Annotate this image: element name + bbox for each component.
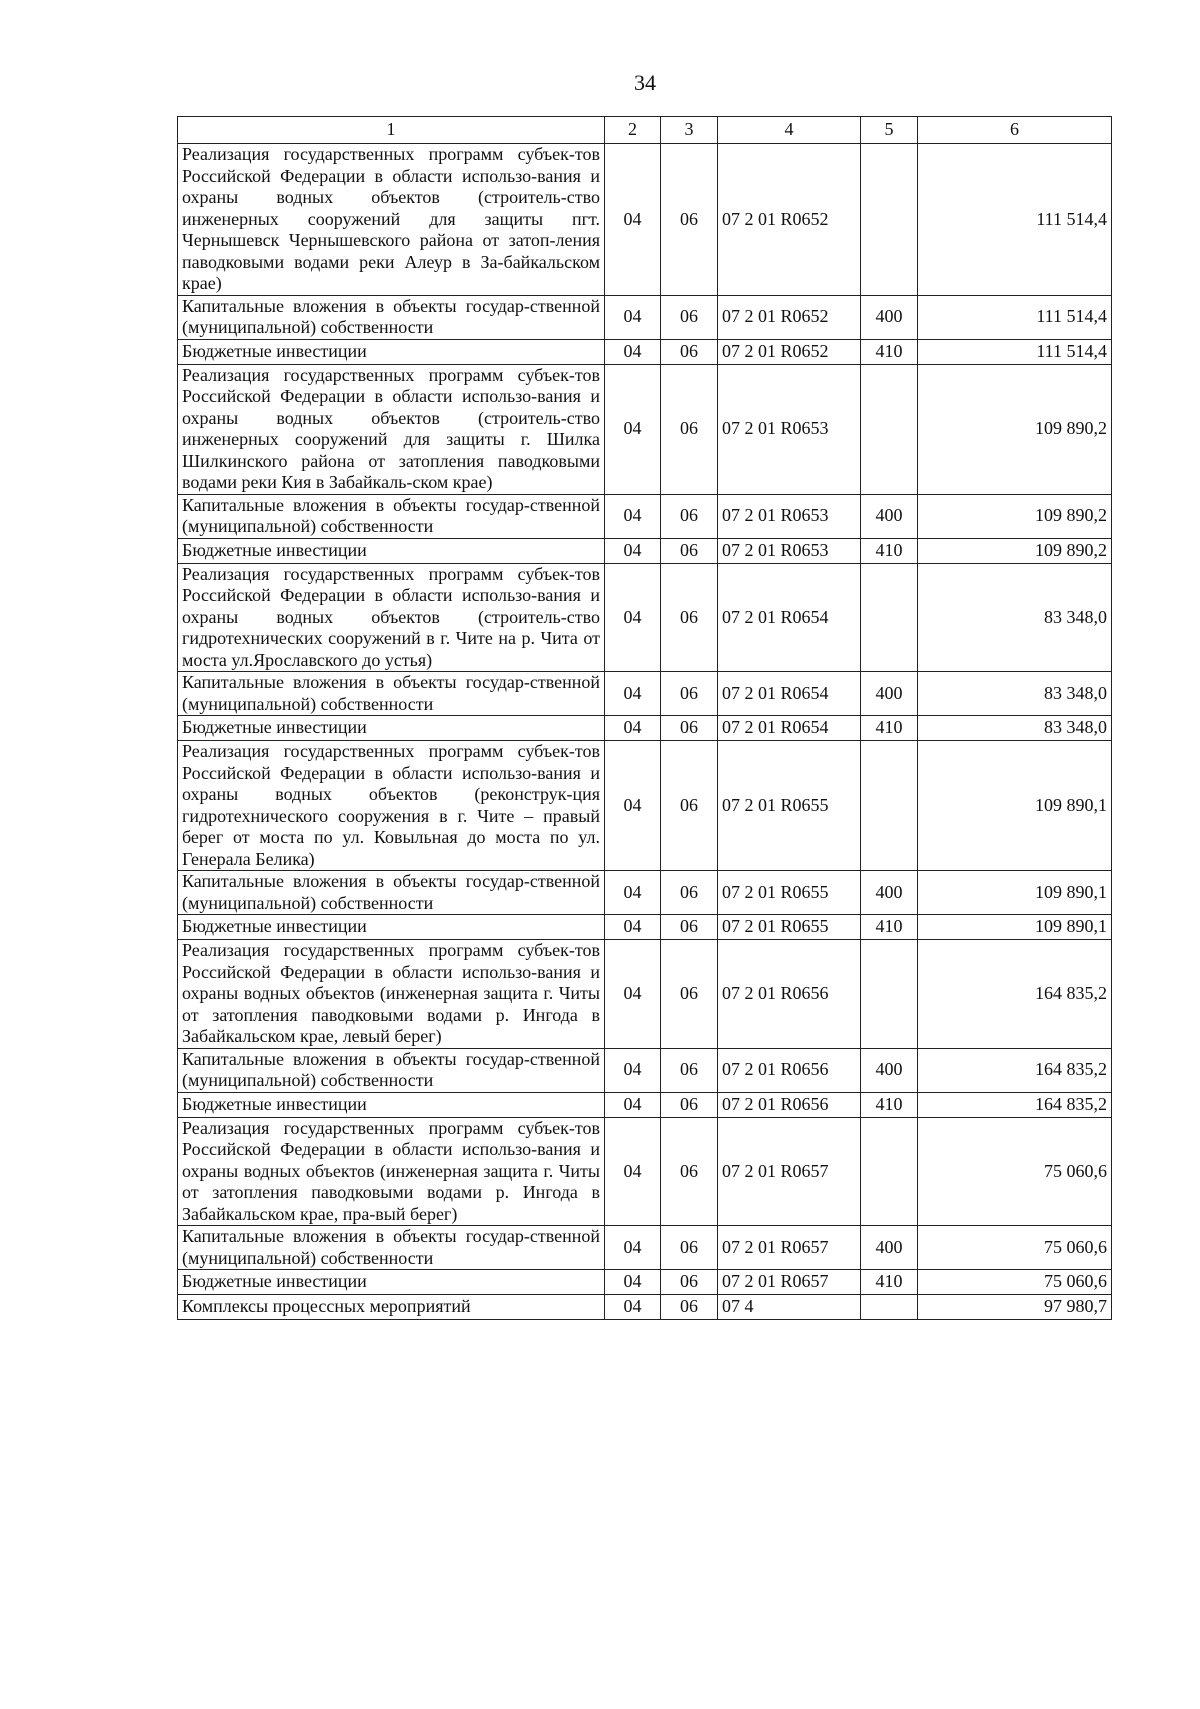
row-amount-cell: 75 060,6 (918, 1270, 1112, 1295)
row-subsection-cell: 06 (661, 494, 718, 538)
table-body (178, 144, 1112, 1320)
row-subsection-cell: 06 (661, 1048, 718, 1092)
row-section-cell: 04 (605, 1048, 661, 1092)
row-subsection-cell: 06 (661, 716, 718, 741)
row-section-cell: 04 (605, 940, 661, 1049)
row-amount-cell: 111 514,4 (918, 339, 1112, 364)
row-target-article-cell: 07 2 01 R0657 (718, 1270, 861, 1295)
row-subsection-cell: 06 (661, 1270, 718, 1295)
table-row (178, 1226, 1112, 1270)
row-name-cell: Реализация государственных программ субъек-тов Российской Федерации в области использо-вания и охраны водных объектов (реконструк-ция гидротехнического сооружения в г. Чите – правый берег от моста по ул. Ковыльная до моста по ул. Генерала Белика) (178, 741, 605, 871)
row-subsection-cell: 06 (661, 144, 718, 296)
row-name-cell: Реализация государственных программ субъек-тов Российской Федерации в области использо-вания и охраны водных объектов (строитель-ство инженерных сооружений для защиты г. Шилка Шилкинского района от затопления паводковыми водами реки Кия в Забайкаль-ском крае) (178, 364, 605, 494)
row-target-article-cell: 07 2 01 R0657 (718, 1117, 861, 1226)
row-amount-cell: 109 890,2 (918, 494, 1112, 538)
row-amount-cell: 111 514,4 (918, 144, 1112, 296)
row-amount-cell: 83 348,0 (918, 716, 1112, 741)
row-name-cell: Реализация государственных программ субъек-тов Российской Федерации в области использо-вания и охраны водных объектов (строитель-ство гидротехнических сооружений в г. Чите на р. Чита от моста ул.Ярославского до устья) (178, 563, 605, 672)
row-section-cell: 04 (605, 364, 661, 494)
table-row (178, 1092, 1112, 1117)
row-amount-cell: 97 980,7 (918, 1295, 1112, 1320)
row-amount-cell: 109 890,1 (918, 741, 1112, 871)
row-expense-type-cell: 400 (861, 1226, 918, 1270)
row-section-cell: 04 (605, 1295, 661, 1320)
row-target-article-cell: 07 2 01 R0653 (718, 494, 861, 538)
row-expense-type-cell (861, 940, 918, 1049)
row-section-cell: 04 (605, 295, 661, 339)
table-row (178, 538, 1112, 563)
row-amount-cell: 109 890,2 (918, 538, 1112, 563)
row-name-cell: Комплексы процессных мероприятий (178, 1295, 605, 1320)
row-section-cell: 04 (605, 915, 661, 940)
row-section-cell: 04 (605, 1117, 661, 1226)
row-expense-type-cell: 410 (861, 1092, 918, 1117)
table-row (178, 563, 1112, 672)
row-target-article-cell: 07 2 01 R0652 (718, 339, 861, 364)
row-name-cell: Бюджетные инвестиции (178, 1270, 605, 1295)
table-row (178, 716, 1112, 741)
row-section-cell: 04 (605, 871, 661, 915)
row-subsection-cell: 06 (661, 339, 718, 364)
row-subsection-cell: 06 (661, 915, 718, 940)
row-name-cell: Реализация государственных программ субъек-тов Российской Федерации в области использо-вания и охраны водных объектов (инженерная защита г. Читы от затопления паводковыми водами р. Ингода в Забайкальском крае, пра-вый берег) (178, 1117, 605, 1226)
row-expense-type-cell (861, 741, 918, 871)
table-row (178, 1048, 1112, 1092)
row-name-cell: Бюджетные инвестиции (178, 1092, 605, 1117)
header-col-2: 2 (605, 117, 661, 144)
row-target-article-cell: 07 2 01 R0654 (718, 716, 861, 741)
row-expense-type-cell: 410 (861, 716, 918, 741)
row-subsection-cell: 06 (661, 741, 718, 871)
row-amount-cell: 164 835,2 (918, 1048, 1112, 1092)
row-amount-cell: 164 835,2 (918, 1092, 1112, 1117)
row-section-cell: 04 (605, 741, 661, 871)
row-name-cell: Бюджетные инвестиции (178, 339, 605, 364)
row-expense-type-cell: 410 (861, 915, 918, 940)
table-row (178, 1295, 1112, 1320)
table-row (178, 1270, 1112, 1295)
row-section-cell: 04 (605, 1270, 661, 1295)
row-subsection-cell: 06 (661, 1117, 718, 1226)
row-expense-type-cell (861, 1117, 918, 1226)
header-col-6: 6 (918, 117, 1112, 144)
row-subsection-cell: 06 (661, 295, 718, 339)
row-target-article-cell: 07 2 01 R0654 (718, 563, 861, 672)
row-section-cell: 04 (605, 1226, 661, 1270)
row-amount-cell: 111 514,4 (918, 295, 1112, 339)
row-name-cell: Реализация государственных программ субъек-тов Российской Федерации в области использо-вания и охраны водных объектов (строитель-ство инженерных сооружений для защиты пгт. Чернышевск Чернышевского района от затоп-ления паводковыми водами реки Алеур в За-байкальском крае) (178, 144, 605, 296)
table-row (178, 672, 1112, 716)
row-subsection-cell: 06 (661, 538, 718, 563)
row-subsection-cell: 06 (661, 1092, 718, 1117)
row-section-cell: 04 (605, 339, 661, 364)
row-target-article-cell: 07 2 01 R0656 (718, 1092, 861, 1117)
row-expense-type-cell (861, 563, 918, 672)
row-name-cell: Бюджетные инвестиции (178, 538, 605, 563)
row-expense-type-cell: 410 (861, 1270, 918, 1295)
row-name-cell: Бюджетные инвестиции (178, 915, 605, 940)
header-col-5: 5 (861, 117, 918, 144)
row-amount-cell: 109 890,1 (918, 915, 1112, 940)
row-target-article-cell: 07 2 01 R0653 (718, 538, 861, 563)
row-name-cell: Капитальные вложения в объекты государ-ственной (муниципальной) собственности (178, 672, 605, 716)
row-expense-type-cell: 410 (861, 538, 918, 563)
row-expense-type-cell: 400 (861, 1048, 918, 1092)
row-subsection-cell: 06 (661, 1226, 718, 1270)
budget-table (177, 116, 1112, 1320)
row-subsection-cell: 06 (661, 672, 718, 716)
row-name-cell: Капитальные вложения в объекты государ-ственной (муниципальной) собственности (178, 494, 605, 538)
table-row (178, 339, 1112, 364)
row-subsection-cell: 06 (661, 364, 718, 494)
row-expense-type-cell (861, 364, 918, 494)
row-expense-type-cell: 410 (861, 339, 918, 364)
row-name-cell: Бюджетные инвестиции (178, 716, 605, 741)
row-amount-cell: 109 890,1 (918, 871, 1112, 915)
row-target-article-cell: 07 2 01 R0652 (718, 144, 861, 296)
row-amount-cell: 109 890,2 (918, 364, 1112, 494)
row-target-article-cell: 07 2 01 R0652 (718, 295, 861, 339)
row-section-cell: 04 (605, 1092, 661, 1117)
table-row (178, 295, 1112, 339)
page-number: 34 (634, 70, 656, 95)
row-target-article-cell: 07 2 01 R0655 (718, 741, 861, 871)
row-target-article-cell: 07 2 01 R0653 (718, 364, 861, 494)
row-target-article-cell: 07 2 01 R0656 (718, 1048, 861, 1092)
table-row (178, 940, 1112, 1049)
row-amount-cell: 164 835,2 (918, 940, 1112, 1049)
table-row (178, 494, 1112, 538)
row-target-article-cell: 07 2 01 R0656 (718, 940, 861, 1049)
row-section-cell: 04 (605, 716, 661, 741)
row-name-cell: Капитальные вложения в объекты государ-ственной (муниципальной) собственности (178, 1226, 605, 1270)
table-row (178, 915, 1112, 940)
row-expense-type-cell: 400 (861, 672, 918, 716)
row-section-cell: 04 (605, 494, 661, 538)
table-row (178, 144, 1112, 296)
row-expense-type-cell: 400 (861, 295, 918, 339)
row-amount-cell: 83 348,0 (918, 672, 1112, 716)
row-amount-cell: 75 060,6 (918, 1117, 1112, 1226)
row-name-cell: Реализация государственных программ субъек-тов Российской Федерации в области использо-вания и охраны водных объектов (инженерная защита г. Читы от затопления паводковыми водами р. Ингода в Забайкальском крае, левый берег) (178, 940, 605, 1049)
row-name-cell: Капитальные вложения в объекты государ-ственной (муниципальной) собственности (178, 295, 605, 339)
row-target-article-cell: 07 2 01 R0655 (718, 915, 861, 940)
row-expense-type-cell: 400 (861, 494, 918, 538)
table-header-row (178, 117, 1112, 144)
row-target-article-cell: 07 2 01 R0657 (718, 1226, 861, 1270)
row-name-cell: Капитальные вложения в объекты государ-ственной (муниципальной) собственности (178, 1048, 605, 1092)
header-col-4: 4 (718, 117, 861, 144)
header-col-3: 3 (661, 117, 718, 144)
row-expense-type-cell (861, 1295, 918, 1320)
row-section-cell: 04 (605, 563, 661, 672)
row-target-article-cell: 07 2 01 R0655 (718, 871, 861, 915)
table-row (178, 1117, 1112, 1226)
row-amount-cell: 75 060,6 (918, 1226, 1112, 1270)
row-subsection-cell: 06 (661, 940, 718, 1049)
row-expense-type-cell (861, 144, 918, 296)
row-subsection-cell: 06 (661, 1295, 718, 1320)
row-expense-type-cell: 400 (861, 871, 918, 915)
row-amount-cell: 83 348,0 (918, 563, 1112, 672)
header-col-1: 1 (178, 117, 605, 144)
row-subsection-cell: 06 (661, 563, 718, 672)
row-target-article-cell: 07 4 (718, 1295, 861, 1320)
table-row (178, 871, 1112, 915)
table-row (178, 364, 1112, 494)
table-row (178, 741, 1112, 871)
row-section-cell: 04 (605, 144, 661, 296)
row-target-article-cell: 07 2 01 R0654 (718, 672, 861, 716)
row-name-cell: Капитальные вложения в объекты государ-ственной (муниципальной) собственности (178, 871, 605, 915)
row-section-cell: 04 (605, 538, 661, 563)
row-subsection-cell: 06 (661, 871, 718, 915)
row-section-cell: 04 (605, 672, 661, 716)
